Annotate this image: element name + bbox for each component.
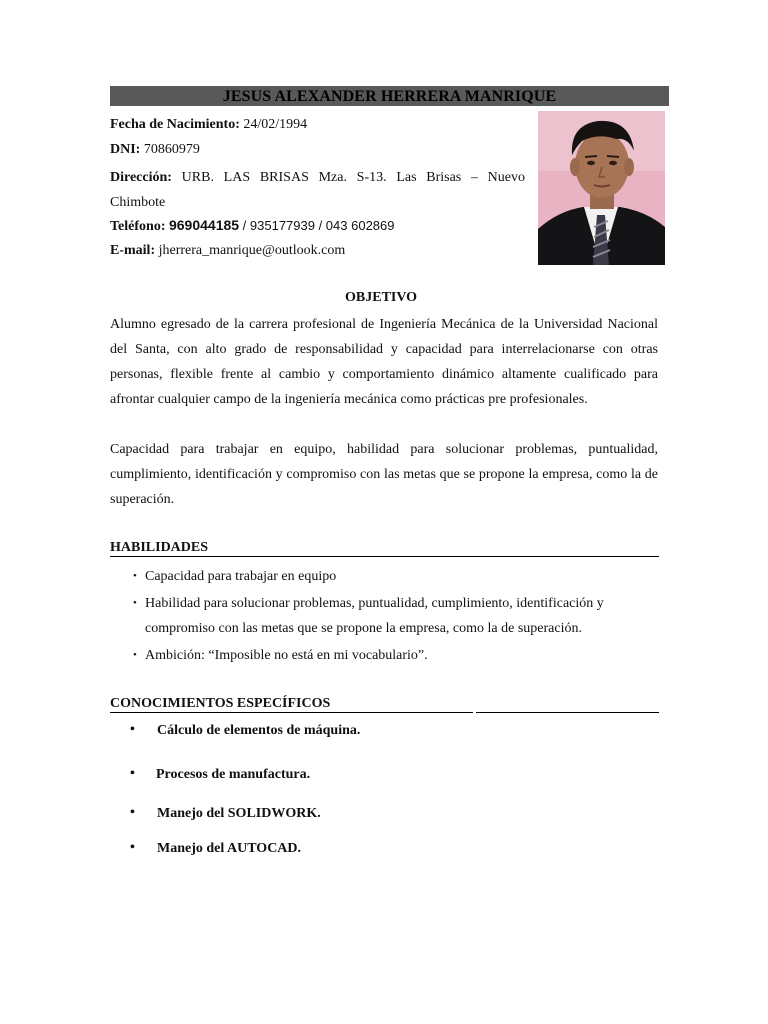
- birth-date-line: [110, 116, 307, 134]
- name-header: [110, 86, 669, 106]
- bullet-icon: •: [130, 722, 135, 737]
- bullet-icon: •: [133, 649, 137, 661]
- birth-date-value: 24/02/1994: [243, 117, 308, 132]
- full-name: JESUS ALEXANDER HERRERA MANRIQUE: [222, 88, 557, 105]
- habilidad-text: Habilidad para solucionar problemas, puntualidad, cumplimiento, identificación y compromiso con las metas que se propone la empresa, como la de superación.: [145, 596, 604, 636]
- habilidad-text: Ambición: “Imposible no está en mi vocabulario”.: [145, 648, 428, 663]
- list-item: [110, 564, 660, 589]
- address-value: URB. LAS BRISAS Mza. S-13. Las Brisas – Nuevo Chimbote: [110, 170, 525, 210]
- bullet-icon: •: [130, 766, 135, 781]
- bullet-icon: •: [133, 570, 137, 582]
- habilidades-title: HABILIDADES: [110, 540, 209, 555]
- habilidades-list: [110, 564, 660, 670]
- dni-value: 70860979: [143, 142, 200, 157]
- conocimientos-underline-right: [476, 712, 659, 713]
- email-value[interactable]: jherrera_manrique@outlook.com: [158, 243, 346, 258]
- list-item: [110, 591, 660, 641]
- address-label: Dirección:: [110, 170, 172, 185]
- conocimiento-text: Manejo del SOLIDWORK.: [157, 806, 321, 821]
- email-label: E-mail:: [110, 243, 156, 258]
- bullet-icon: •: [130, 805, 135, 820]
- objetivo-paragraph-1: Alumno egresado de la carrera profesional de Ingeniería Mecánica de la Universidad Nacional del Santa, con alto grado de responsabilidad y capacidad para interrelacionarse con otras personas, flexible frente al cambio y comportamiento dinámico altamente cualificado para afrontar cualquier campo de la ingeniería mecánica como prácticas pre profesionales.: [110, 317, 658, 407]
- objetivo-title: OBJETIVO: [345, 290, 418, 305]
- objetivo-paragraph-2: Capacidad para trabajar en equipo, habilidad para solucionar problemas, puntualidad, cumplimiento, identificación y compromiso con las metas que se propone la empresa, como la de superación.: [110, 442, 658, 507]
- phone-line: [110, 216, 395, 236]
- conocimiento-text: Cálculo de elementos de máquina.: [157, 723, 361, 738]
- conocimientos-title: CONOCIMIENTOS ESPECÍFICOS: [110, 696, 331, 711]
- habilidad-text: Capacidad para trabajar en equipo: [145, 569, 337, 584]
- phone-main: 969044185: [168, 217, 240, 233]
- phone-label: Teléfono:: [110, 219, 166, 234]
- conocimiento-text: Manejo del AUTOCAD.: [157, 841, 302, 856]
- birth-date-label: Fecha de Nacimiento:: [110, 117, 240, 132]
- conocimientos-underline-left: [110, 712, 473, 713]
- bullet-icon: •: [133, 597, 137, 609]
- phone-others: / 935177939 / 043 602869: [239, 218, 395, 233]
- profile-photo: [538, 111, 665, 265]
- bullet-icon: •: [130, 840, 135, 855]
- conocimiento-text: Procesos de manufactura.: [156, 767, 311, 782]
- portrait-image: [538, 111, 665, 265]
- habilidades-underline: [110, 556, 659, 557]
- dni-line: [110, 141, 200, 159]
- list-item: [110, 643, 660, 668]
- address-line: [110, 165, 525, 215]
- email-line: [110, 242, 345, 260]
- dni-label: DNI:: [110, 142, 141, 157]
